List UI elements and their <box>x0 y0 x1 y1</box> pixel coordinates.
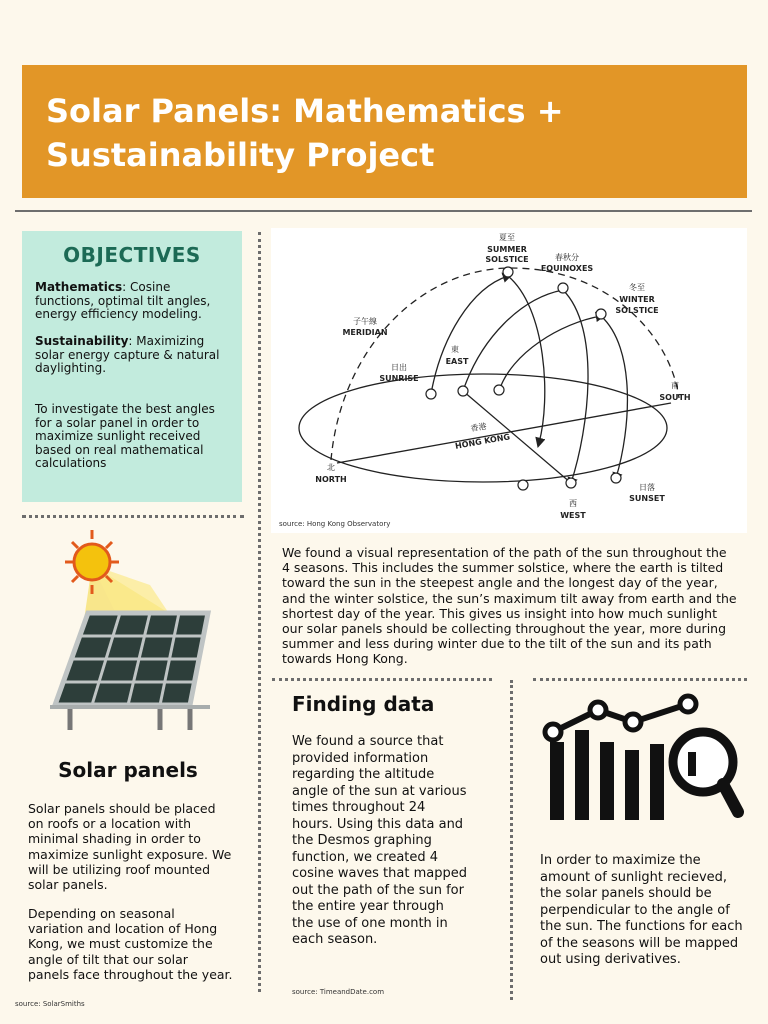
vertical-divider-right <box>510 680 513 1000</box>
solar-panels-source: source: SolarSmiths <box>15 1000 85 1008</box>
sun-equinox-noon <box>558 283 568 293</box>
svg-text:西: 西 <box>569 499 577 508</box>
summer-set <box>508 276 545 443</box>
header-divider <box>15 210 752 212</box>
objective-goal: To investigate the best angles for a solar panel in order to maximize sunlight received based on real mathematical calculations <box>35 402 215 471</box>
divider-left <box>22 515 244 518</box>
objectives-box <box>22 231 242 502</box>
svg-text:東: 東 <box>451 345 459 354</box>
sun-equinox-rise <box>458 386 468 396</box>
sun-winter-noon <box>596 309 606 319</box>
sun-winter-rise <box>494 385 504 395</box>
chart-magnifier-icon <box>538 692 748 827</box>
finding-data-text: We found a source that provided information regarding the altitude angle of the sun at various times throughout 24 hours. Using this data and the Desmos graphing function, we created 4 cosine waves that mapped out the path of the sun for the entire year through the use of one month in each season. <box>292 734 467 947</box>
solar-panel-icon <box>50 525 220 740</box>
objectives-heading: OBJECTIVES <box>63 243 201 267</box>
summer-rise <box>431 276 508 394</box>
svg-text:日出: 日出 <box>391 363 407 372</box>
svg-text:SOLSTICE: SOLSTICE <box>485 255 529 264</box>
sun-set-3 <box>611 473 621 483</box>
title-banner <box>22 65 747 198</box>
svg-text:SOUTH: SOUTH <box>659 393 691 402</box>
svg-text:南: 南 <box>671 381 679 390</box>
page-title: Solar Panels: Mathematics + Sustainability Project <box>46 92 564 174</box>
divider-middle <box>272 678 492 681</box>
svg-text:夏至: 夏至 <box>499 233 515 242</box>
svg-text:SOLSTICE: SOLSTICE <box>615 306 659 315</box>
svg-text:北: 北 <box>327 463 335 472</box>
svg-text:EAST: EAST <box>445 357 469 366</box>
sun-path-diagram <box>271 228 747 533</box>
diagram-source: source: Hong Kong Observatory <box>279 520 391 528</box>
svg-text:日落: 日落 <box>639 483 655 492</box>
svg-text:SUNSET: SUNSET <box>629 494 665 503</box>
vertical-divider <box>258 232 261 992</box>
winter-set <box>601 316 627 478</box>
sun-set-2 <box>566 478 576 488</box>
solar-panels-para2: Depending on seasonal variation and location of Hong Kong, we must customize the angle of tilt that our solar panels face throughout the year. <box>28 906 233 982</box>
equinox-rise <box>463 290 563 391</box>
svg-text:子午線: 子午線 <box>353 317 377 326</box>
svg-text:WINTER: WINTER <box>619 295 655 304</box>
svg-text:NORTH: NORTH <box>315 475 347 484</box>
svg-text:SUMMER: SUMMER <box>487 245 527 254</box>
finding-data-source: source: TimeandDate.com <box>292 988 385 996</box>
svg-text:SUNRISE: SUNRISE <box>379 374 419 383</box>
winter-rise <box>499 316 601 391</box>
divider-right <box>533 678 747 681</box>
solar-panels-para1: Solar panels should be placed on roofs or a location with minimal shading in order to maximize sunlight exposure. We will be utilizing roof mounted solar panels. <box>28 801 232 893</box>
svg-text:WEST: WEST <box>560 511 586 520</box>
svg-text:冬至: 冬至 <box>629 283 645 292</box>
sun-path-svg <box>271 228 747 533</box>
equinox-set <box>563 290 588 483</box>
svg-text:春秋分: 春秋分 <box>555 253 579 262</box>
solar-panels-heading: Solar panels <box>58 758 198 782</box>
sun-set-1 <box>518 480 528 490</box>
svg-text:香港: 香港 <box>469 421 488 434</box>
maximize-text: In order to maximize the amount of sunlight recieved, the solar panels should be perpendicular to the angle of the sun. The functions for each of the seasons will be mapped out using derivatives. <box>540 853 743 967</box>
objective-sustainability: Sustainability: Maximizing solar energy capture & natural daylighting. <box>35 334 220 376</box>
svg-text:EQUINOXES: EQUINOXES <box>540 264 594 273</box>
svg-text:MERIDIAN: MERIDIAN <box>342 328 388 337</box>
sun-summer-rise <box>426 389 436 399</box>
finding-data-heading: Finding data <box>292 692 435 716</box>
objective-mathematics: Mathematics: Cosine functions, optimal tilt angles, energy efficiency modeling. <box>35 280 211 322</box>
svg-text:HONG KONG: HONG KONG <box>454 432 511 451</box>
sun-path-text: We found a visual representation of the path of the sun throughout the 4 seasons. This includes the summer solstice, where the earth is tilted toward the sun in the steepest angle and the longest day of the year, and the winter solstice, the sun’s maximum tilt away from earth and the shortest day of the year. This gives us insight into how much sunlight our solar panels should be collecting throughout the year, more during summer and less during winter due to the tilt of the sun and its path towards Hong Kong. <box>282 545 737 667</box>
sun-summer-noon <box>503 267 513 277</box>
